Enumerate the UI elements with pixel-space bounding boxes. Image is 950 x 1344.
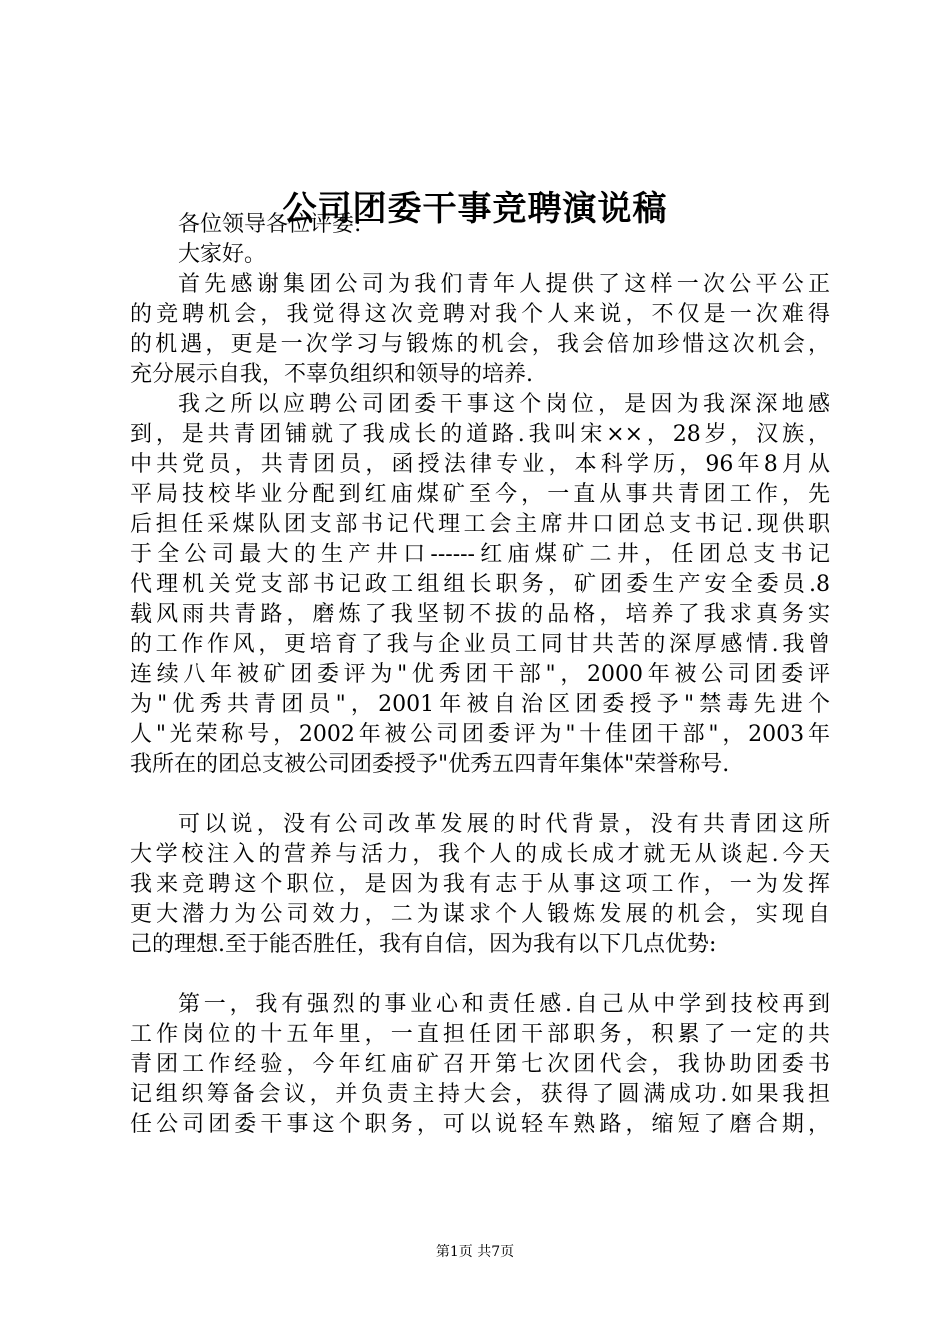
text-line: 的机遇，更是一次学习与锻炼的机会，我会倍加珍惜这次机会，: [130, 332, 830, 357]
text-line: 大家好。: [178, 242, 267, 267]
text-line: 工作岗位的十五年里，一直担任团干部职务，积累了一定的共: [130, 1022, 830, 1047]
text-line: 青团工作经验，今年红庙矿召开第七次团代会，我协助团委书: [130, 1052, 830, 1077]
text-line: 的工作作风，更培育了我与企业员工同甘共苦的深厚感情.我曾: [130, 632, 830, 657]
text-line: 载风雨共青路，磨炼了我坚韧不拔的品格，培养了我求真务实: [130, 602, 830, 627]
text-line: 我之所以应聘公司团委干事这个岗位，是因为我深深地感: [178, 392, 830, 417]
text-line: 连续八年被矿团委评为"优秀团干部"，2000年被公司团委评: [130, 662, 830, 687]
document-body: [130, 210, 830, 1140]
text-line: 我所在的团总支被公司团委授予"优秀五四青年集体"荣誉称号.: [130, 752, 730, 777]
text-line: 中共党员，共青团员，函授法律专业，本科学历，96年8月从: [130, 452, 830, 477]
text-line: 到，是共青团铺就了我成长的道路.我叫宋××，28岁，汉族，: [130, 422, 830, 447]
text-line: 首先感谢集团公司为我们青年人提供了这样一次公平公正: [178, 272, 830, 297]
text-line: 于全公司最大的生产井口------红庙煤矿二井，任团总支书记: [130, 542, 830, 567]
text-line: 充分展示自我，不辜负组织和领导的培养.: [130, 362, 533, 387]
text-line: 己的理想.至于能否胜任，我有自信，因为我有以下几点优势:: [130, 932, 717, 957]
text-line: 的竞聘机会，我觉得这次竞聘对我个人来说，不仅是一次难得: [130, 302, 830, 327]
text-line: 我来竞聘这个职位，是因为我有志于从事这项工作，一为发挥: [130, 872, 830, 897]
text-line: 平局技校毕业分配到红庙煤矿至今，一直从事共青团工作，先: [130, 482, 830, 507]
text-line: 各位领导各位评委:: [178, 212, 362, 237]
text-line: 记组织筹备会议，并负责主持大会，获得了圆满成功.如果我担: [130, 1082, 830, 1107]
page-footer: 第1页 共7页: [435, 1244, 515, 1260]
text-line: 大学校注入的营养与活力，我个人的成长成才就无从谈起.今天: [130, 842, 830, 867]
text-line: 人"光荣称号，2002年被公司团委评为"十佳团干部"，2003年: [130, 722, 830, 747]
text-line: 更大潜力为公司效力，二为谋求个人锻炼发展的机会，实现自: [130, 902, 830, 927]
blank-line: [130, 780, 830, 810]
text-line: 代理机关党支部书记政工组组长职务，矿团委生产安全委员.8: [130, 572, 830, 597]
blank-line: [130, 960, 830, 990]
text-line: 后担任采煤队团支部书记代理工会主席井口团总支书记.现供职: [130, 512, 830, 537]
document-title: 公司团委干事竞聘演说稿: [282, 189, 668, 229]
text-line: 第一，我有强烈的事业心和责任感.自己从中学到技校再到: [178, 992, 830, 1017]
text-line: 可以说，没有公司改革发展的时代背景，没有共青团这所: [178, 812, 830, 837]
text-line: 任公司团委干事这个职务，可以说轻车熟路，缩短了磨合期，: [130, 1112, 830, 1137]
text-line: 为"优秀共青团员"，2001年被自治区团委授予"禁毒先进个: [130, 692, 830, 717]
